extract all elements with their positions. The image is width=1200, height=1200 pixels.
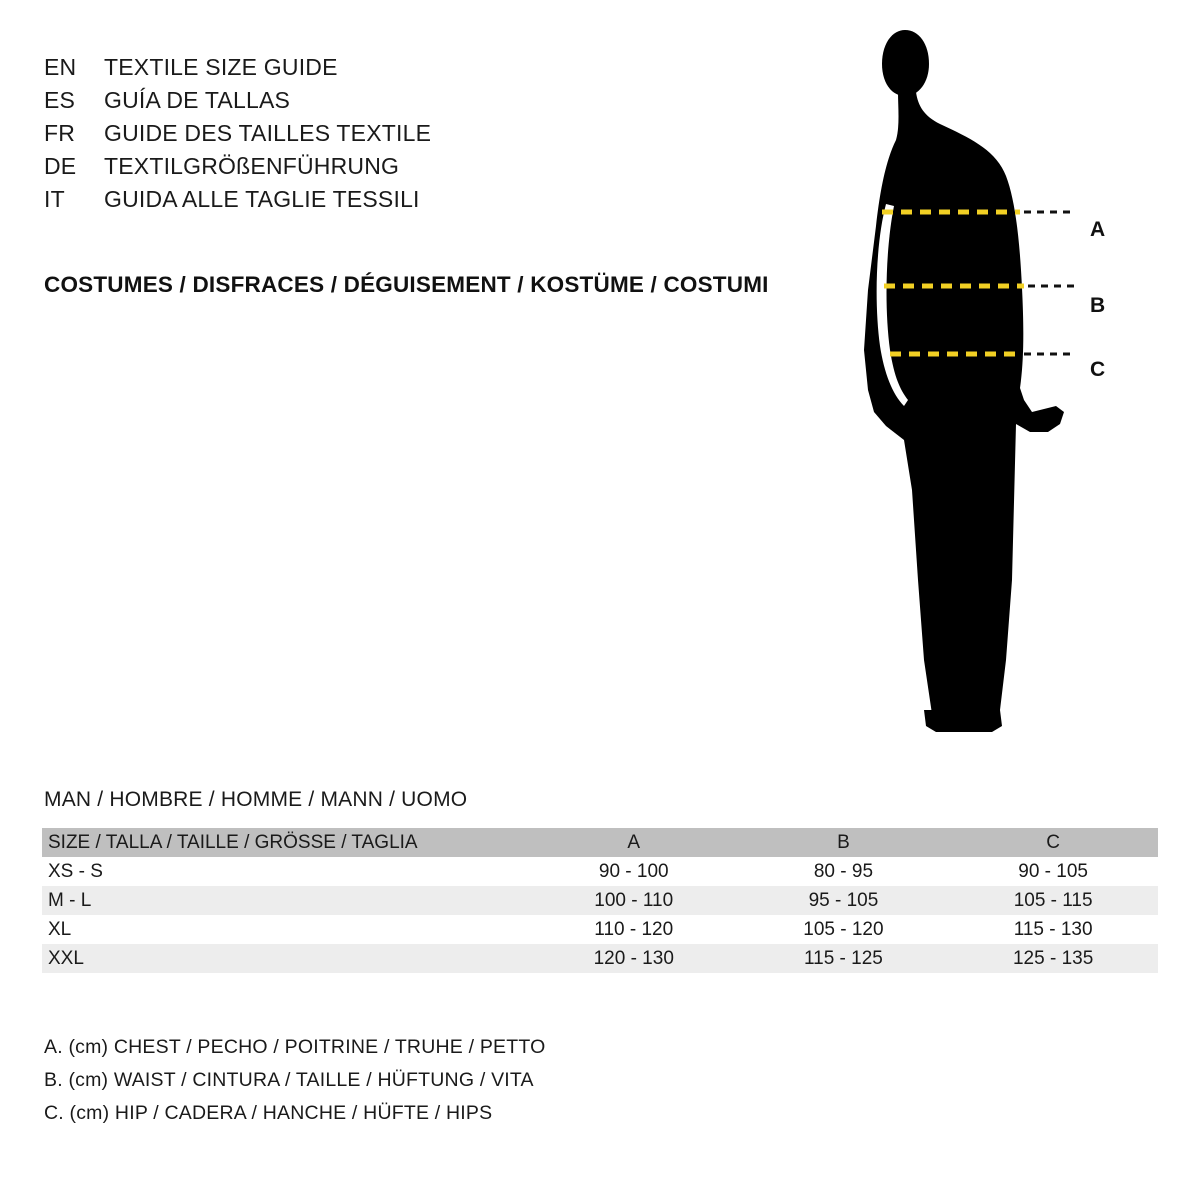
cell-b: 105 - 120	[739, 915, 949, 944]
cell-a: 110 - 120	[529, 915, 739, 944]
language-title: GUIDE DES TAILLES TEXTILE	[104, 120, 432, 146]
table-body	[42, 857, 1158, 973]
measure-label-b: B	[1090, 294, 1106, 317]
header-size: SIZE / TALLA / TAILLE / GRÖSSE / TAGLIA	[42, 828, 529, 857]
language-code: ES	[44, 87, 76, 113]
language-list	[44, 54, 824, 219]
cell-size: M - L	[42, 886, 529, 915]
cell-b: 95 - 105	[739, 886, 949, 915]
cell-a: 90 - 100	[529, 857, 739, 886]
language-code: EN	[44, 54, 77, 80]
language-row	[44, 120, 824, 153]
legend-item-c: C. (cm) HIP / CADERA / HANCHE / HÜFTE / HIPS	[44, 1102, 493, 1124]
measure-label-a: A	[1090, 218, 1106, 241]
table-head	[42, 828, 1158, 857]
language-row	[44, 153, 824, 186]
costumes-subtitle: COSTUMES / DISFRACES / DÉGUISEMENT / KOSTÜME / COSTUMI	[44, 272, 769, 297]
table-header-row	[42, 828, 1158, 857]
cell-c: 125 - 135	[948, 944, 1158, 973]
language-code: FR	[44, 120, 76, 146]
language-row	[44, 54, 824, 87]
cell-size: XL	[42, 915, 529, 944]
language-code: DE	[44, 153, 77, 179]
size-table	[42, 828, 1158, 973]
language-code: IT	[44, 186, 65, 212]
body-figure	[820, 20, 1180, 740]
header-c: C	[948, 828, 1158, 857]
cell-size: XS - S	[42, 857, 529, 886]
language-title: TEXTILE SIZE GUIDE	[104, 54, 338, 80]
header-b: B	[739, 828, 949, 857]
cell-c: 90 - 105	[948, 857, 1158, 886]
table-row	[42, 857, 1158, 886]
table-row	[42, 944, 1158, 973]
language-title: GUÍA DE TALLAS	[104, 87, 291, 113]
legend-item-b: B. (cm) WAIST / CINTURA / TAILLE / HÜFTUNG / VITA	[44, 1069, 534, 1091]
measure-label-c: C	[1090, 358, 1106, 381]
cell-b: 80 - 95	[739, 857, 949, 886]
language-title: GUIDA ALLE TAGLIE TESSILI	[104, 186, 420, 212]
cell-a: 120 - 130	[529, 944, 739, 973]
cell-a: 100 - 110	[529, 886, 739, 915]
measurement-legend	[44, 1036, 546, 1135]
header-a: A	[529, 828, 739, 857]
language-row	[44, 186, 824, 219]
cell-size: XXL	[42, 944, 529, 973]
table-section-title: MAN / HOMBRE / HOMME / MANN / UOMO	[44, 788, 468, 811]
table-row	[42, 886, 1158, 915]
legend-item-a: A. (cm) CHEST / PECHO / POITRINE / TRUHE / PETTO	[44, 1036, 546, 1058]
cell-b: 115 - 125	[739, 944, 949, 973]
cell-c: 115 - 130	[948, 915, 1158, 944]
language-title: TEXTILGRÖßENFÜHRUNG	[104, 153, 400, 179]
language-row	[44, 87, 824, 120]
cell-c: 105 - 115	[948, 886, 1158, 915]
table-row	[42, 915, 1158, 944]
silhouette-illustration	[820, 20, 1180, 740]
